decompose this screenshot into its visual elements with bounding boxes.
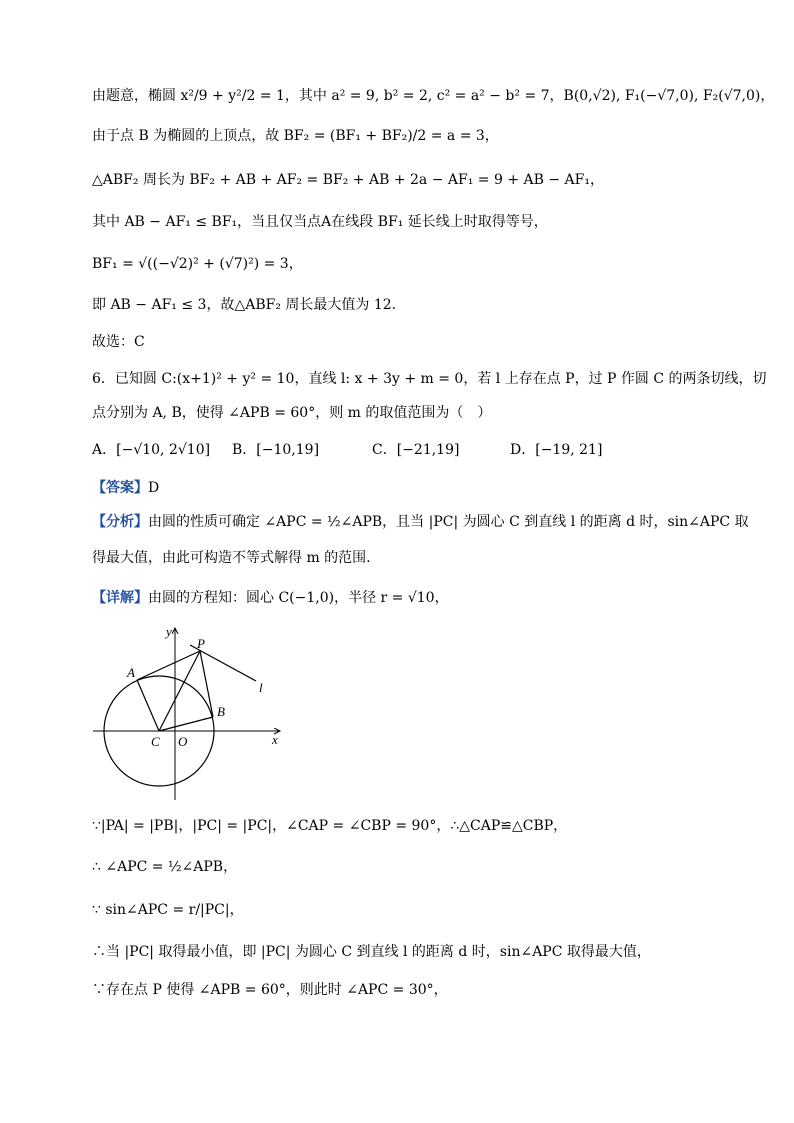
text-line: 由题意，椭圆 x²/9 + y²/2 = 1，其中 a² = 9, b² = 2, c² = a² − b² = 7，B(0,√2), F₁(−√7,0), F₂(√7,0)， xyxy=(92,88,775,104)
analysis-text: 由圆的性质可确定 ∠APC = ½∠APB，且当 |PC| 为圆心 C 到直线 l 的距离 d 时，sin∠APC 取 xyxy=(148,514,749,530)
text-line: ∴当 |PC| 取得最小值，即 |PC| 为圆心 C 到直线 l 的距离 d 时，sin∠APC 取得最大值， xyxy=(92,944,651,960)
label-a: A xyxy=(127,665,135,680)
option-value: [−21,19] xyxy=(396,442,460,458)
label-b: B xyxy=(217,704,225,719)
question-text: 6．已知圆 C:(x+1)² + y² = 10，直线 l: x + 3y + m = 0，若 l 上存在点 P，过 P 作圆 C 的两条切线，切 xyxy=(92,371,767,387)
segment-ca xyxy=(137,680,159,731)
label-l: l xyxy=(259,680,263,695)
label-y: y xyxy=(166,624,172,639)
option-value: [−√10, 2√10] xyxy=(116,442,211,458)
label-c: C xyxy=(151,734,160,749)
option-label: B． xyxy=(232,442,257,458)
option-value: [−10,19] xyxy=(256,442,320,458)
answer-line xyxy=(92,478,159,498)
label-x: x xyxy=(272,732,278,747)
question-text: 点分别为 A, B，使得 ∠APB = 60°，则 m 的取值范围为（ ） xyxy=(92,405,492,421)
option-label: D． xyxy=(510,442,536,458)
text-line: BF₁ = √((−√2)² + (√7)²) = 3， xyxy=(92,256,303,272)
label-o: O xyxy=(178,734,188,749)
detail-line xyxy=(92,588,449,608)
analysis-line xyxy=(92,512,749,532)
option-c xyxy=(372,440,459,460)
option-a xyxy=(92,440,210,460)
answer-text: D xyxy=(148,480,160,496)
analysis-tag: 【分析】 xyxy=(92,514,148,530)
detail-text: 由圆的方程知：圆心 C(−1,0)，半径 r = √10， xyxy=(148,590,449,606)
text-line: 其中 AB − AF₁ ≤ BF₁，当且仅当点A在线段 BF₁ 延长线上时取得等号， xyxy=(92,214,548,230)
option-d xyxy=(510,440,602,460)
text-line: ∵存在点 P 使得 ∠APB = 60°，则此时 ∠APC = 30°， xyxy=(92,982,448,998)
answer-tag: 【答案】 xyxy=(92,480,148,496)
option-value: [−19, 21] xyxy=(535,442,603,458)
text-line: 即 AB − AF₁ ≤ 3，故△ABF₂ 周长最大值为 12. xyxy=(92,297,397,313)
label-p: P xyxy=(197,636,205,651)
text-line: 由于点 B 为椭圆的上顶点，故 BF₂ = (BF₁ + BF₂)/2 = a = 3， xyxy=(92,128,499,144)
detail-tag: 【详解】 xyxy=(92,590,148,606)
text-line: ∵ sin∠APC = r/|PC|， xyxy=(92,902,244,918)
text-line: ∵|PA| = |PB|，|PC| = |PC|，∠CAP = ∠CBP = 90°，∴△CAP≌△CBP， xyxy=(92,818,568,834)
tangent-pb xyxy=(200,651,213,717)
text-line: △ABF₂ 周长为 BF₂ + AB + AF₂ = BF₂ + AB + 2a − AF₁ = 9 + AB − AF₁， xyxy=(92,172,604,188)
text-line: ∴ ∠APC = ½∠APB， xyxy=(92,859,238,875)
tangent-pa xyxy=(137,651,200,680)
geometry-figure xyxy=(88,620,298,805)
segment-cp xyxy=(159,651,200,731)
segment-cb xyxy=(159,717,213,731)
analysis-line-2: 得最大值，由此可构造不等式解得 m 的范围. xyxy=(92,550,371,566)
option-b xyxy=(232,440,319,460)
text-line: 故选：C xyxy=(92,334,145,350)
option-label: C． xyxy=(372,442,397,458)
option-label: A． xyxy=(92,442,117,458)
